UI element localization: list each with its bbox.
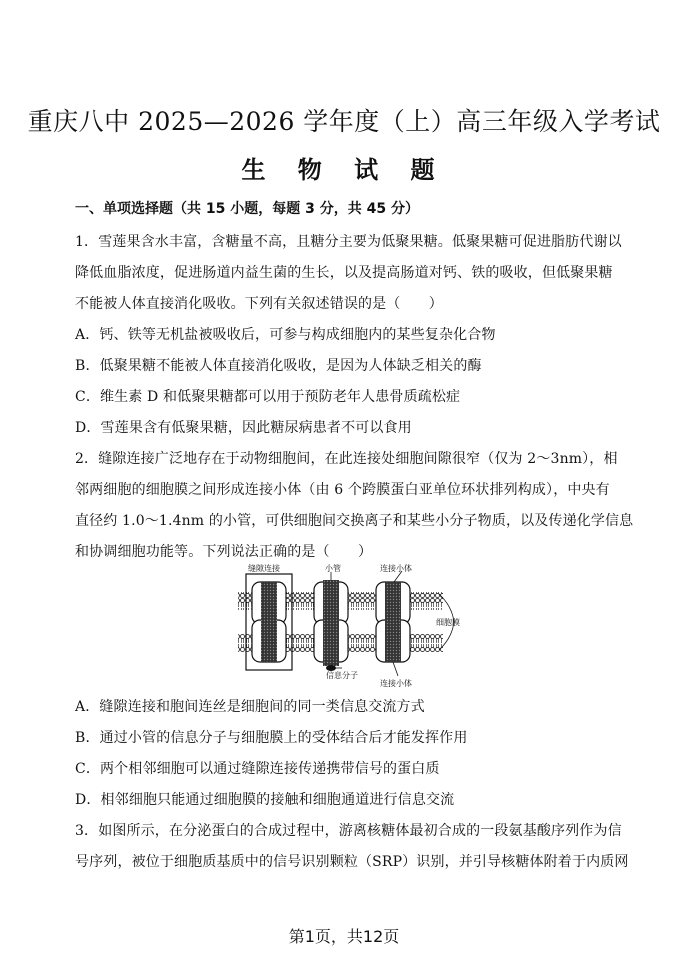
- label-connexon-top: 连接小体: [380, 564, 412, 573]
- label-signal-molecule: 信息分子: [326, 671, 358, 680]
- q1-option-c: C．维生素 D 和低聚果糖都可以用于预防老年人患骨质疏松症: [75, 389, 461, 405]
- q1-option-d: D．雪莲果含有低聚果糖，因此糖尿病患者不可以食用: [75, 420, 412, 436]
- label-tubule: 小管: [325, 564, 341, 573]
- connexon-left: [252, 582, 286, 662]
- q1-stem-line-2: 降低血脂浓度，促进肠道内益生菌的生长，以及提高肠道对钙、铁的吸收，但低聚果糖: [75, 265, 613, 281]
- page-title: 重庆八中 2025—2026 学年度（上）高三年级入学考试: [27, 107, 661, 136]
- q1-option-a: A．钙、铁等无机盐被吸收后，可参与构成细胞内的某些复杂化合物: [75, 327, 496, 343]
- q1-stem-line-1: 1．雪莲果含水丰富，含糖量不高，且糖分主要为低聚果糖。低聚果糖可促进脂肪代谢以: [75, 234, 622, 250]
- gap-junction-figure: [230, 562, 480, 690]
- q2-stem-line-3: 直径约 1.0～1.4nm 的小管，可供细胞间交换离子和某些小分子物质，以及传递化学信息: [75, 513, 634, 529]
- q2-option-a: A．缝隙连接和胞间连丝是细胞间的同一类信息交流方式: [75, 699, 425, 715]
- label-connexon-bottom: 连接小体: [380, 679, 412, 688]
- q3-stem-line-1: 3．如图所示，在分泌蛋白的合成过程中，游离核糖体最初合成的一段氨基酸序列作为信: [75, 823, 622, 839]
- q3-stem-line-2: 号序列，被位于细胞质基质中的信号识别颗粒（SRP）识别，并引导核糖体附着于内质网: [75, 854, 629, 870]
- q2-stem-line-4: 和协调细胞功能等。下列说法正确的是（ ）: [75, 544, 373, 560]
- q2-stem-line-1: 2．缝隙连接广泛地存在于动物细胞间，在此连接处细胞间隙很窄（仅为 2～3nm），相: [75, 451, 618, 467]
- q2-option-c: C．两个相邻细胞可以通过缝隙连接传递携带信号的蛋白质: [75, 761, 440, 777]
- label-gap-junction: 缝隙连接: [248, 564, 280, 573]
- q2-option-d: D．相邻细胞只能通过细胞膜的接触和细胞通道进行信息交流: [75, 792, 455, 808]
- label-cell-membrane: 细胞膜: [436, 618, 460, 627]
- q1-stem-line-3: 不能被人体直接消化吸收。下列有关叙述错误的是（ ）: [75, 296, 443, 312]
- page-subtitle: 生 物 试 题: [241, 155, 447, 184]
- q2-stem-line-2: 邻两细胞的细胞膜之间形成连接小体（由 6 个跨膜蛋白亚单位环状排列构成），中央有: [75, 482, 610, 498]
- connexon-right: [376, 582, 410, 662]
- section-heading: 一、单项选择题（共 15 小题，每题 3 分，共 45 分）: [75, 201, 419, 217]
- q2-option-b: B．通过小管的信息分子与细胞膜上的受体结合后才能发挥作用: [75, 730, 468, 746]
- q1-option-b: B．低聚果糖不能被人体直接消化吸收，是因为人体缺乏相关的酶: [75, 358, 482, 374]
- page-footer: 第1页，共12页: [288, 927, 400, 946]
- connexon-middle: [314, 580, 348, 671]
